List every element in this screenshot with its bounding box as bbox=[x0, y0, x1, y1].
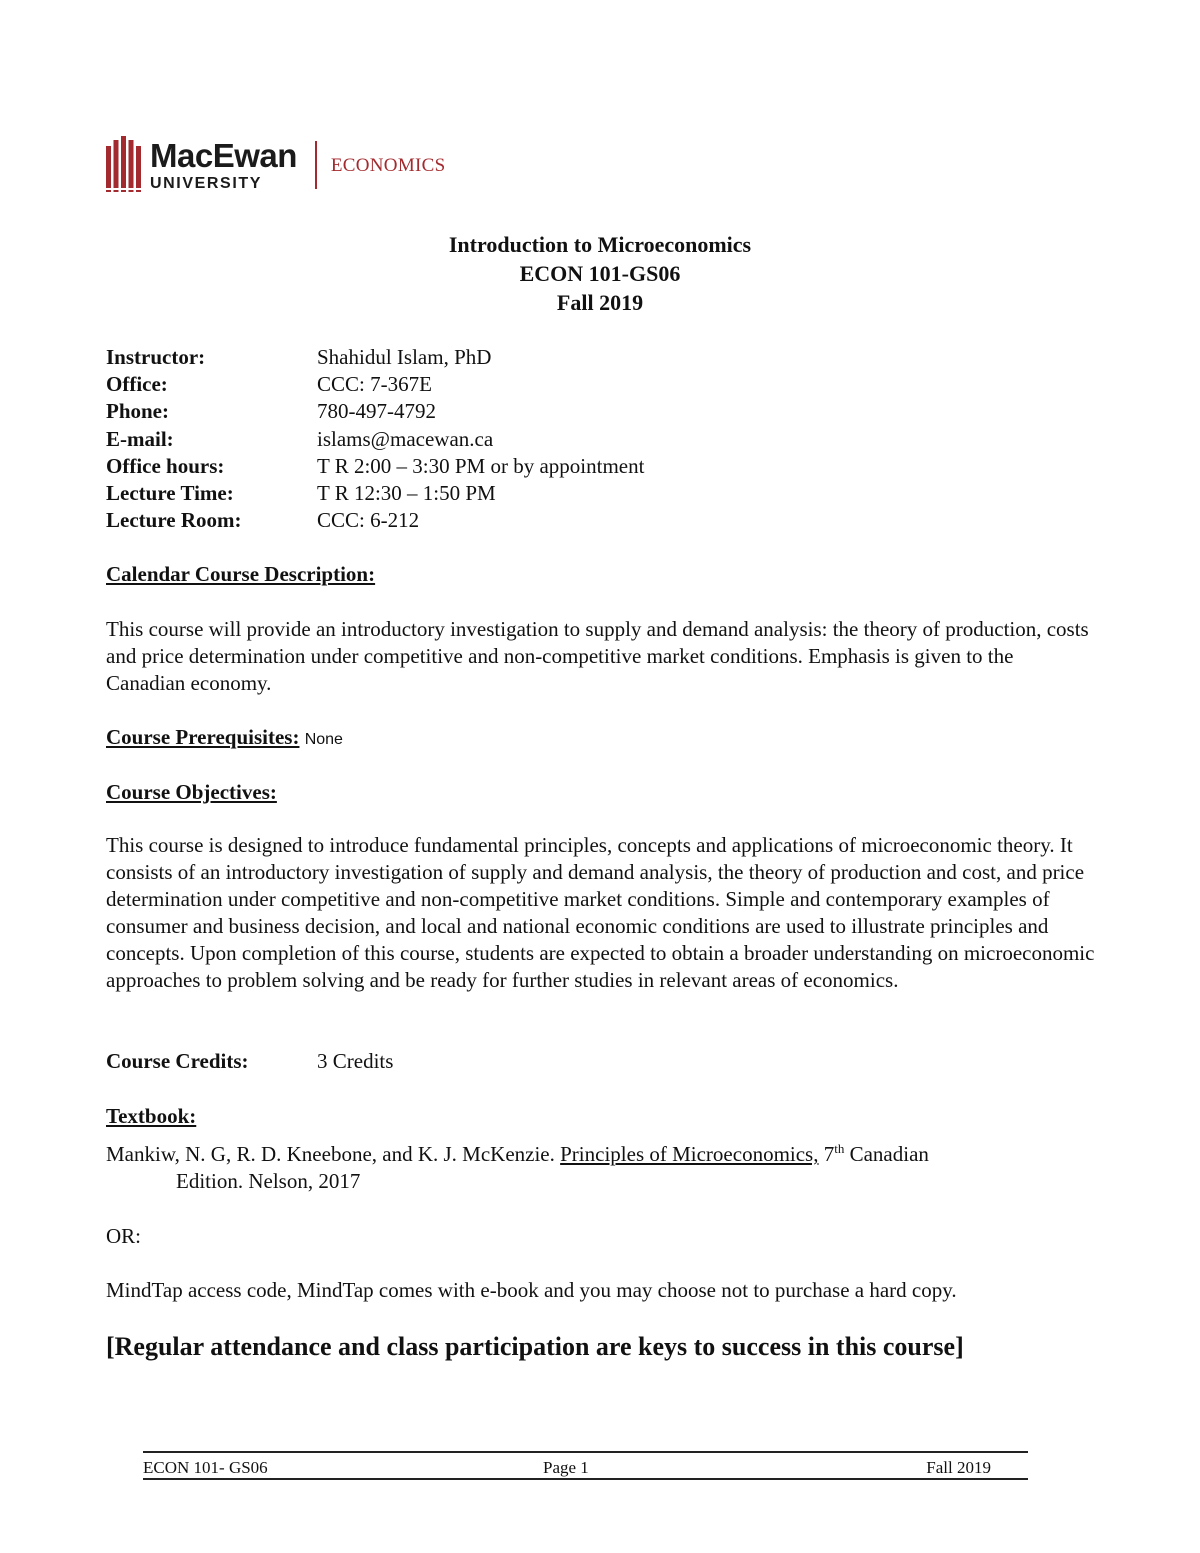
course-code: ECON 101-GS06 bbox=[519, 261, 681, 286]
logo-wordmark bbox=[150, 136, 297, 192]
info-row-instructor bbox=[106, 344, 644, 371]
textbook-heading-block bbox=[106, 1103, 1096, 1130]
prerequisites-value: None bbox=[304, 731, 343, 748]
textbook-or: OR: bbox=[106, 1224, 142, 1248]
info-row-email bbox=[106, 426, 644, 453]
textbook-title: Principles of Microeconomics, bbox=[560, 1142, 819, 1166]
email-link[interactable]: islams@macewan.ca bbox=[317, 426, 494, 451]
textbook-heading: Textbook: bbox=[106, 1104, 197, 1128]
objectives-body: This course is designed to introduce fundamental principles, concepts and applications of microeconomic theory. It consists of an introductory investigation of supply and demand analysis, the theory of production and cost, and price determination under competitive and non-competitive market conditions. Simple and contemporary examples of consumer and business decision, and local and national economic conditions are used to illustrate principles and concepts. Upon completion of this course, students are expected to obtain a broader understanding on microeconomic approaches to problem solving and be ready for further studies in relevant areas of economics. bbox=[106, 833, 1095, 992]
info-value: CCC: 7-367E bbox=[317, 372, 432, 397]
info-label: E-mail: bbox=[106, 426, 174, 451]
objectives-heading-block bbox=[106, 779, 1096, 806]
attendance-callout: [Regular attendance and class participation are keys to success in this course] bbox=[106, 1332, 964, 1361]
info-row-lecture-time bbox=[106, 480, 644, 507]
info-label: Phone: bbox=[106, 399, 169, 424]
objectives-heading: Course Objectives: bbox=[106, 780, 277, 804]
textbook-citation bbox=[106, 1141, 1096, 1195]
info-value: CCC: 6-212 bbox=[317, 508, 420, 533]
info-label: Office hours: bbox=[106, 453, 225, 478]
macewan-bars-icon bbox=[106, 136, 142, 194]
textbook-edition-sup: th bbox=[834, 1141, 845, 1156]
info-label: Lecture Room: bbox=[106, 508, 242, 533]
footer-course-code: ECON 101- GS06 bbox=[143, 1458, 268, 1477]
info-row-phone bbox=[106, 398, 644, 425]
logo-main-text: MacEwan bbox=[150, 136, 297, 174]
textbook-citation-line1 bbox=[106, 1141, 1096, 1168]
logo-department: ECONOMICS bbox=[330, 155, 446, 176]
course-title: Introduction to Microeconomics bbox=[448, 232, 752, 257]
info-row-office bbox=[106, 371, 644, 398]
logo-divider bbox=[315, 141, 317, 189]
info-value: T R 12:30 – 1:50 PM bbox=[317, 481, 496, 506]
calendar-description-heading-block bbox=[106, 561, 1096, 588]
footer-term: Fall 2019 bbox=[926, 1458, 991, 1477]
credits-row bbox=[106, 1048, 1096, 1075]
logo-sub-text: UNIVERSITY bbox=[150, 174, 263, 192]
course-title-block bbox=[0, 230, 1200, 317]
textbook-edition-rest: Canadian bbox=[849, 1142, 929, 1166]
footer-page-number: Page 1 bbox=[543, 1458, 589, 1477]
mindtap-note: MindTap access code, MindTap comes with e-book and you may choose not to purchase a hard copy. bbox=[106, 1278, 957, 1302]
prerequisites-line bbox=[106, 724, 1096, 753]
info-value: Shahidul Islam, PhD bbox=[317, 345, 492, 369]
info-label: Instructor: bbox=[106, 345, 206, 369]
credits-value: 3 Credits bbox=[317, 1049, 394, 1073]
prerequisites-heading: Course Prerequisites: bbox=[106, 725, 300, 749]
calendar-description-heading: Calendar Course Description: bbox=[106, 562, 376, 586]
instructor-info-table bbox=[106, 344, 644, 534]
info-label: Lecture Time: bbox=[106, 481, 234, 506]
info-label: Office: bbox=[106, 372, 168, 397]
footer-top-rule bbox=[143, 1451, 1028, 1453]
macewan-logo bbox=[106, 128, 446, 202]
textbook-citation-line2: Edition. Nelson, 2017 bbox=[176, 1169, 361, 1193]
info-row-office-hours bbox=[106, 453, 644, 480]
textbook-edition-num: 7 bbox=[823, 1142, 835, 1166]
info-row-lecture-room bbox=[106, 507, 644, 534]
course-term: Fall 2019 bbox=[556, 290, 644, 315]
calendar-description-body: This course will provide an introductory investigation to supply and demand analysis: the theory of production, costs and price determination under competitive and non-competitive market conditions. Emphasis is given to the Canadian economy. bbox=[106, 617, 1089, 695]
info-value: T R 2:00 – 3:30 PM or by appointment bbox=[317, 453, 645, 478]
textbook-authors: Mankiw, N. G, R. D. Kneebone, and K. J. McKenzie. bbox=[106, 1142, 555, 1166]
credits-label: Course Credits: bbox=[106, 1049, 249, 1073]
footer-bottom-rule bbox=[143, 1478, 1028, 1480]
info-value: 780-497-4792 bbox=[317, 399, 436, 424]
